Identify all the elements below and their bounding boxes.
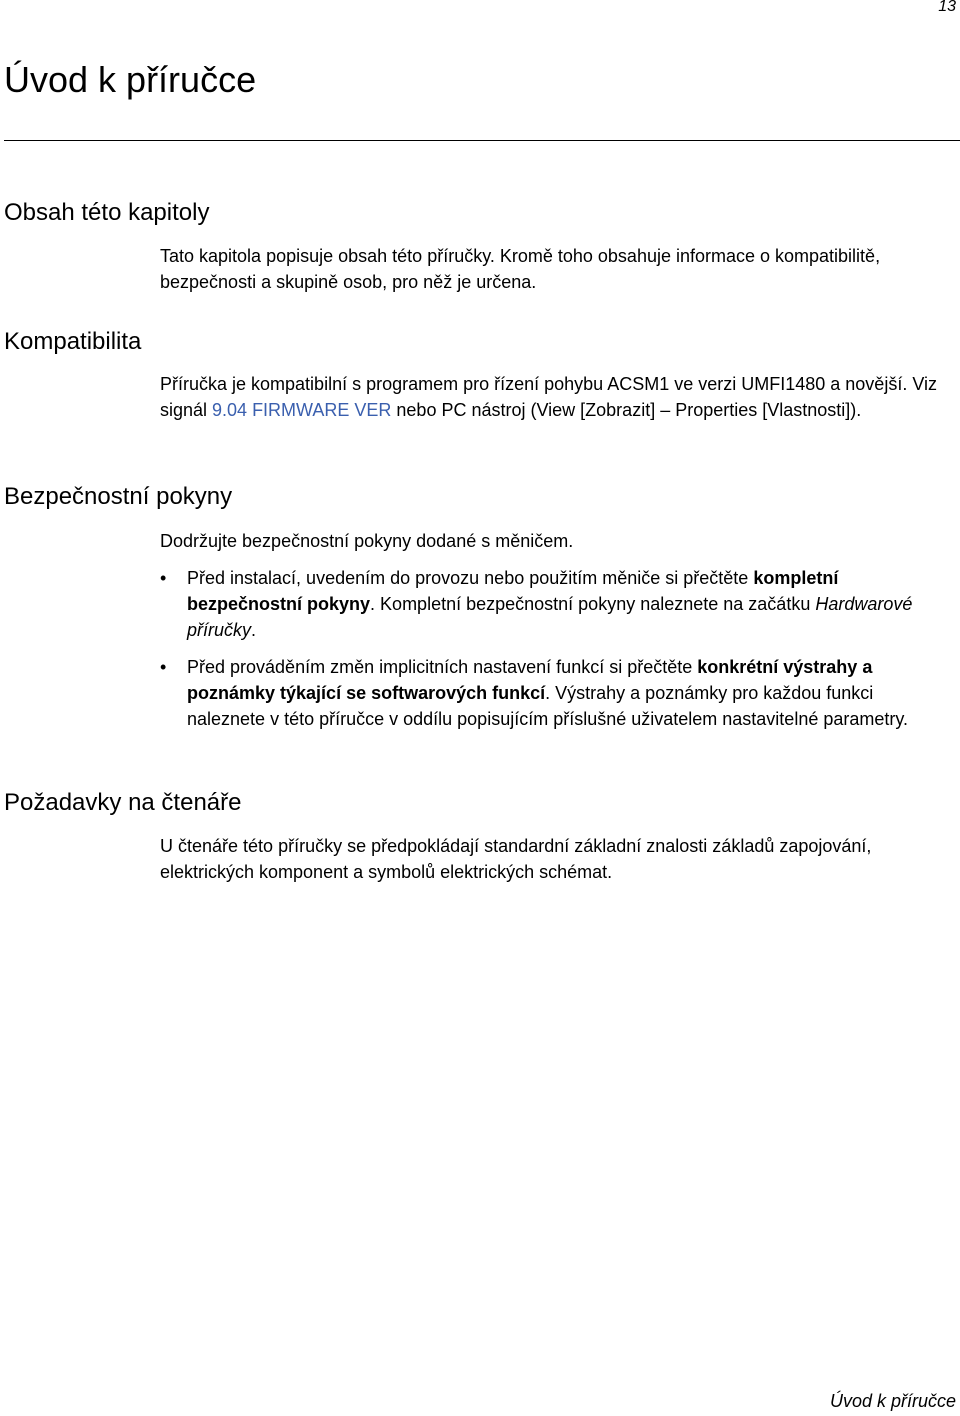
- bullet-bold-text: konkrétní výstrahy a poznámky týkající se softwarových funkcí: [187, 657, 873, 703]
- safety-intro: Dodržujte bezpečnostní pokyny dodané s měničem.: [160, 531, 574, 551]
- list-item: [160, 565, 956, 643]
- page-number: 13: [938, 0, 956, 15]
- bullet-text: Před instalací, uvedením do provozu nebo použitím měniče si přečtěte: [187, 568, 754, 588]
- bullet-icon: •: [160, 657, 167, 677]
- compatibility-text-end: nebo PC nástroj (View [Zobrazit] – Properties [Vlastnosti]).: [391, 400, 862, 420]
- bullet-bold-text: kompletní bezpečnostní pokyny: [187, 568, 839, 614]
- bullet-italic-text: Hardwarové příručky: [187, 594, 913, 640]
- compatibility-paragraph: [160, 371, 956, 423]
- bullet-text: . Kompletní bezpečnostní pokyny naleznete na začátku: [370, 594, 816, 614]
- compatibility-text-start: Příručka je kompatibilní s programem pro řízení pohybu ACSM1 ve verzi UMFI1480 a novější. Viz signál: [160, 374, 937, 420]
- title-divider: [4, 140, 960, 141]
- chapter-title: Úvod k příručce: [4, 59, 257, 100]
- bullet-text: Před prováděním změn implicitních nastavení funkcí si přečtěte: [187, 657, 698, 677]
- section-heading-safety: Bezpečnostní pokyny: [4, 483, 233, 510]
- contents-paragraph: Tato kapitola popisuje obsah této příručky. Kromě toho obsahuje informace o kompatibilitě, bezpečnosti a skupině osob, pro něž je určena.: [160, 246, 881, 292]
- section-heading-contents: Obsah této kapitoly: [4, 199, 210, 226]
- section-heading-compatibility: Kompatibilita: [4, 328, 142, 355]
- firmware-signal-link[interactable]: 9.04 FIRMWARE VER: [212, 400, 392, 420]
- bullet-text: .: [251, 620, 257, 640]
- safety-bullet-list: [160, 565, 956, 732]
- list-item: [160, 654, 956, 732]
- bullet-text: . Výstrahy a poznámky pro každou funkci naleznete v této příručce v oddílu popisujícím příslušné uživatelem nastavitelné parametry.: [187, 683, 909, 729]
- footer-chapter-name: Úvod k příručce: [829, 1391, 956, 1411]
- section-heading-readers: Požadavky na čtenáře: [4, 789, 242, 816]
- readers-paragraph: U čtenáře této příručky se předpokládají standardní základní znalosti základů zapojování, elektrických komponent a symbolů elektrických schémat.: [160, 836, 872, 882]
- bullet-icon: •: [160, 568, 167, 588]
